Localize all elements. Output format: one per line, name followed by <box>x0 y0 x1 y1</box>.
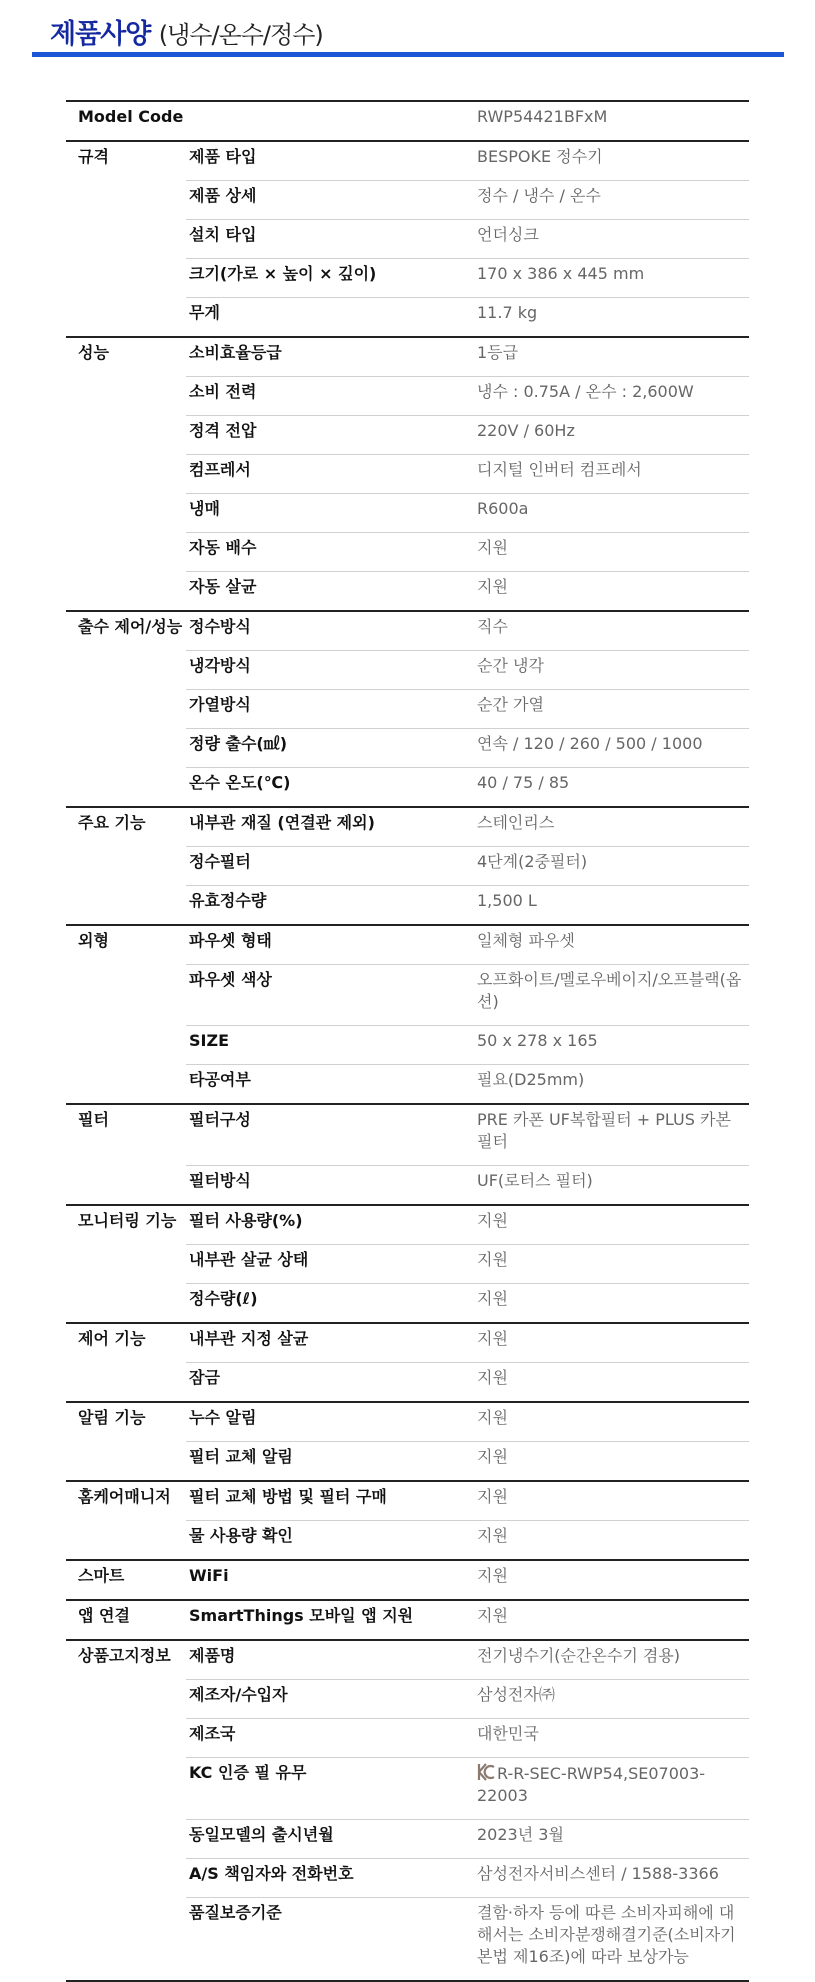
spec-item-value: 지원 <box>477 1566 508 1585</box>
spec-item-value: 지원 <box>477 1447 508 1466</box>
page-title-sub: (냉수/온수/정수) <box>158 21 323 49</box>
spec-item-label: 필터 교체 알림 <box>189 1447 293 1466</box>
spec-category <box>66 1065 186 1105</box>
spec-row <box>66 1481 749 1521</box>
spec-item-label: 동일모델의 출시년월 <box>186 1820 469 1859</box>
spec-item-value: 삼성전자서비스센터 / 1588-3366 <box>469 1859 749 1898</box>
spec-group <box>66 1481 749 1560</box>
kc-certification-icon <box>477 1762 495 1782</box>
spec-row <box>66 1719 749 1758</box>
title-underline <box>32 52 784 57</box>
spec-group <box>66 1402 749 1481</box>
model-code-value: RWP54421BFxM <box>477 107 608 126</box>
spec-row <box>66 1859 749 1898</box>
spec-item-value: 직수 <box>469 611 749 651</box>
spec-item-label: WiFi <box>189 1566 229 1585</box>
spec-row <box>66 807 749 847</box>
spec-category <box>66 1026 186 1065</box>
page-title <box>50 12 323 51</box>
spec-row <box>66 1363 749 1403</box>
spec-item-label: KC 인증 필 유무 <box>186 1758 469 1820</box>
spec-item-value: 1등급 <box>469 337 749 377</box>
spec-item-label: 무게 <box>189 303 220 322</box>
spec-category <box>66 220 186 259</box>
spec-item-label: 잠금 <box>189 1368 220 1387</box>
spec-group <box>66 1323 749 1402</box>
spec-row <box>66 1205 749 1245</box>
spec-item-value: 40 / 75 / 85 <box>477 773 570 792</box>
spec-row <box>66 259 749 298</box>
spec-item-value: PRE 카폰 UF복합필터 + PLUS 카본 필터 <box>469 1104 749 1166</box>
spec-item-value: 일체형 파우셋 <box>469 925 749 965</box>
spec-item-label: 누수 알림 <box>186 1402 469 1442</box>
spec-group <box>66 1640 749 1981</box>
spec-row <box>66 1104 749 1166</box>
spec-group <box>66 1600 749 1640</box>
spec-item-value: 순간 냉각 <box>469 651 749 690</box>
spec-item-label: SmartThings 모바일 앱 지원 <box>189 1606 414 1625</box>
spec-row <box>66 1898 749 1982</box>
spec-row <box>66 1560 749 1600</box>
spec-row <box>66 455 749 494</box>
spec-category: 성능 <box>78 343 109 362</box>
spec-item-value: 지원 <box>469 1402 749 1442</box>
spec-row <box>66 1680 749 1719</box>
spec-category: 스마트 <box>78 1566 125 1585</box>
spec-row <box>66 768 749 808</box>
spec-item-label: 파우셋 형태 <box>186 925 469 965</box>
spec-group <box>66 611 749 807</box>
spec-item-value: 삼성전자㈜ <box>469 1680 749 1719</box>
spec-item-value: 스테인리스 <box>469 807 749 847</box>
spec-item-label: 제품 타입 <box>186 141 469 181</box>
spec-category: 상품고지정보 <box>78 1646 171 1665</box>
spec-item-value: 지원 <box>469 1205 749 1245</box>
spec-item-label: 타공여부 <box>189 1070 251 1089</box>
spec-item-label: 냉각방식 <box>186 651 469 690</box>
spec-item-value: 220V / 60Hz <box>469 416 749 455</box>
spec-row <box>66 1758 749 1820</box>
spec-category <box>66 1680 186 1719</box>
spec-item-label: 필터 사용량(%) <box>186 1205 469 1245</box>
spec-category <box>66 886 186 926</box>
spec-item-value: 지원 <box>469 533 749 572</box>
spec-item-value: 냉수 : 0.75A / 온수 : 2,600W <box>469 377 749 416</box>
spec-category: 제어 기능 <box>78 1329 146 1348</box>
spec-row <box>66 651 749 690</box>
spec-category <box>66 1859 186 1898</box>
spec-category <box>66 847 186 886</box>
spec-item-label: 정수방식 <box>186 611 469 651</box>
spec-row <box>66 220 749 259</box>
spec-row <box>66 1026 749 1065</box>
spec-row <box>66 611 749 651</box>
spec-category <box>66 1284 186 1324</box>
spec-category <box>66 690 186 729</box>
spec-category <box>66 768 186 808</box>
spec-group <box>66 1104 749 1205</box>
spec-category <box>66 1820 186 1859</box>
spec-item-value: 지원 <box>477 1289 508 1308</box>
spec-group <box>66 1560 749 1600</box>
spec-category <box>66 377 186 416</box>
spec-row <box>66 1640 749 1680</box>
spec-row <box>66 337 749 377</box>
spec-category <box>66 181 186 220</box>
spec-item-label: 품질보증기준 <box>189 1903 282 1922</box>
spec-item-label: 정수량(ℓ) <box>189 1289 258 1308</box>
spec-group <box>66 337 749 611</box>
spec-item-value: 지원 <box>469 1481 749 1521</box>
spec-table <box>66 100 749 1982</box>
spec-category <box>66 1442 186 1482</box>
spec-item-value: 지원 <box>469 1245 749 1284</box>
spec-item-value: 지원 <box>477 1526 508 1545</box>
spec-item-value: 4단계(2중필터) <box>469 847 749 886</box>
spec-item-value: 순간 가열 <box>469 690 749 729</box>
spec-category <box>66 1898 186 1982</box>
model-code-group <box>66 101 749 141</box>
kc-certification-number: R-R-SEC-RWP54,SE07003-22003 <box>477 1764 706 1805</box>
spec-item-label: 내부관 살균 상태 <box>186 1245 469 1284</box>
spec-row <box>66 1402 749 1442</box>
spec-category: 알림 기능 <box>78 1408 146 1427</box>
model-code-label: Model Code <box>78 107 184 126</box>
spec-category: 규격 <box>78 147 109 166</box>
spec-row <box>66 494 749 533</box>
spec-row <box>66 533 749 572</box>
spec-item-value: R600a <box>469 494 749 533</box>
spec-item-label: 자동 배수 <box>186 533 469 572</box>
spec-category: 앱 연결 <box>78 1606 130 1625</box>
spec-row <box>66 886 749 926</box>
spec-category <box>66 298 186 338</box>
spec-item-label: A/S 책임자와 전화번호 <box>186 1859 469 1898</box>
spec-item-value: 170 x 386 x 445 mm <box>469 259 749 298</box>
spec-item-value: 오프화이트/멜로우베이지/오프블랙(옵션) <box>469 965 749 1026</box>
spec-category <box>66 1521 186 1561</box>
spec-row <box>66 1323 749 1363</box>
spec-category <box>66 259 186 298</box>
spec-item-value: 50 x 278 x 165 <box>469 1026 749 1065</box>
header <box>0 0 815 60</box>
spec-category: 필터 <box>78 1110 109 1129</box>
spec-item-label: 가열방식 <box>186 690 469 729</box>
spec-item-value: UF(로터스 필터) <box>477 1171 593 1190</box>
spec-item-value: 전기냉수기(순간온수기 겸용) <box>469 1640 749 1680</box>
spec-category <box>66 965 186 1026</box>
spec-item-label: 소비효율등급 <box>186 337 469 377</box>
spec-category <box>66 1363 186 1403</box>
spec-item-label: 내부관 재질 (연결관 제외) <box>186 807 469 847</box>
spec-item-value: 지원 <box>477 1606 508 1625</box>
spec-category <box>66 416 186 455</box>
spec-item-label: 필터방식 <box>189 1171 251 1190</box>
spec-item-value: 연속 / 120 / 260 / 500 / 1000 <box>469 729 749 768</box>
spec-item-label: 파우셋 색상 <box>186 965 469 1026</box>
spec-row <box>66 377 749 416</box>
spec-category <box>66 1758 186 1820</box>
spec-item-label: 유효정수량 <box>189 891 267 910</box>
spec-row <box>66 181 749 220</box>
spec-item-label: 정량 출수(㎖) <box>186 729 469 768</box>
spec-category <box>66 1719 186 1758</box>
spec-category <box>66 729 186 768</box>
spec-row <box>66 729 749 768</box>
spec-item-label: 정격 전압 <box>186 416 469 455</box>
spec-item-label: 제조국 <box>186 1719 469 1758</box>
spec-item-value: 정수 / 냉수 / 온수 <box>469 181 749 220</box>
spec-item-value: BESPOKE 정수기 <box>469 141 749 181</box>
spec-item-label: 냉매 <box>186 494 469 533</box>
spec-item-value: 언더싱크 <box>469 220 749 259</box>
spec-item-label: 물 사용량 확인 <box>189 1526 293 1545</box>
spec-category <box>66 494 186 533</box>
spec-group <box>66 925 749 1104</box>
spec-item-label: 제조자/수입자 <box>186 1680 469 1719</box>
spec-item-label: 내부관 지정 살균 <box>186 1323 469 1363</box>
spec-category <box>66 1166 186 1206</box>
spec-row <box>66 141 749 181</box>
spec-row <box>66 1820 749 1859</box>
spec-category: 모니터링 기능 <box>78 1211 177 1230</box>
spec-item-value: 결함·하자 등에 따른 소비자피해에 대해서는 소비자분쟁해결기준(소비자기본법 제16조)에 따라 보상가능 <box>477 1903 736 1966</box>
spec-category <box>66 1245 186 1284</box>
spec-item-label: 온수 온도(℃) <box>189 773 291 792</box>
spec-row <box>66 1521 749 1561</box>
spec-item-label: 필터 교체 방법 및 필터 구매 <box>186 1481 469 1521</box>
spec-row <box>66 416 749 455</box>
spec-item-value: 11.7 kg <box>477 303 538 322</box>
spec-item-value: 디지털 인버터 컴프레서 <box>469 455 749 494</box>
spec-item-value: 지원 <box>477 1368 508 1387</box>
spec-item-label: 설치 타입 <box>186 220 469 259</box>
model-code-row <box>66 101 749 141</box>
spec-row <box>66 925 749 965</box>
spec-row <box>66 1284 749 1324</box>
spec-item-label: 크기(가로 × 높이 × 깊이) <box>186 259 469 298</box>
spec-item-value: 대한민국 <box>469 1719 749 1758</box>
spec-row <box>66 690 749 729</box>
spec-row <box>66 1166 749 1206</box>
spec-category: 출수 제어/성능 <box>78 617 183 636</box>
spec-row <box>66 572 749 612</box>
spec-row <box>66 1065 749 1105</box>
spec-group <box>66 141 749 337</box>
spec-item-label: 제품명 <box>186 1640 469 1680</box>
spec-group <box>66 807 749 925</box>
spec-item-label: 필터구성 <box>186 1104 469 1166</box>
spec-row <box>66 1600 749 1640</box>
spec-category: 외형 <box>78 931 109 950</box>
spec-category: 홈케어매니저 <box>78 1487 171 1506</box>
spec-row <box>66 965 749 1026</box>
spec-row <box>66 1442 749 1482</box>
spec-category <box>66 572 186 612</box>
spec-item-label: 정수필터 <box>186 847 469 886</box>
spec-item-value: 1,500 L <box>477 891 537 910</box>
page-title-main: 제품사양 <box>50 19 151 50</box>
spec-item-label: 소비 전력 <box>186 377 469 416</box>
spec-item-value: 지원 <box>477 577 508 596</box>
spec-item-value <box>469 1758 749 1820</box>
spec-item-value: 2023년 3월 <box>469 1820 749 1859</box>
spec-category <box>66 651 186 690</box>
spec-group <box>66 1205 749 1323</box>
spec-item-value: 필요(D25mm) <box>477 1070 585 1089</box>
spec-row <box>66 298 749 338</box>
spec-row <box>66 1245 749 1284</box>
spec-item-label: 제품 상세 <box>186 181 469 220</box>
spec-item-value: 지원 <box>469 1323 749 1363</box>
spec-category <box>66 533 186 572</box>
spec-item-label: 컴프레서 <box>186 455 469 494</box>
spec-category: 주요 기능 <box>78 813 146 832</box>
spec-row <box>66 847 749 886</box>
spec-category <box>66 455 186 494</box>
spec-item-label: 자동 살균 <box>189 577 257 596</box>
spec-item-label: SIZE <box>186 1026 469 1065</box>
